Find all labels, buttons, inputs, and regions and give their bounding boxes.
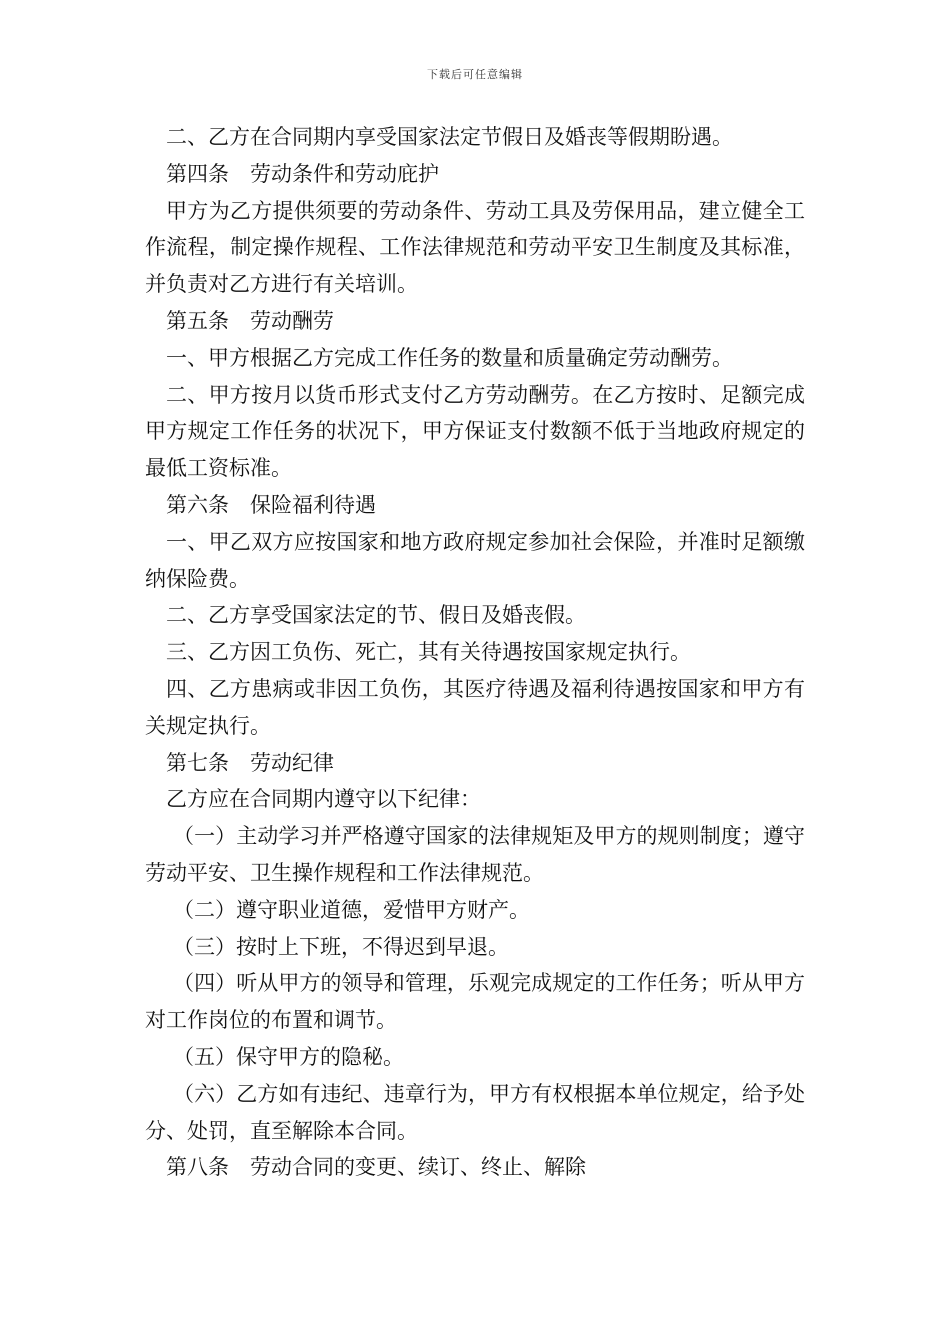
page-header-note: 下载后可任意编辑	[427, 68, 523, 81]
paragraph: （六）乙方如有违纪、违章行为，甲方有权根据本单位规定，给予处分、处罚，直至解除本合同。	[145, 1081, 805, 1143]
paragraph: 二、甲方按月以货币形式支付乙方劳动酬劳。在乙方按时、足额完成甲方规定工作任务的状况下，甲方保证支付数额不低于当地政府规定的最低工资标准。	[145, 382, 805, 481]
document-body	[145, 119, 805, 1186]
paragraph: 乙方应在合同期内遵守以下纪律：	[166, 787, 481, 812]
paragraph: 二、乙方在合同期内享受国家法定节假日及婚丧等假期盼遇。	[166, 125, 733, 149]
paragraph: 二、乙方享受国家法定的节、假日及婚丧假。	[166, 603, 586, 628]
paragraph: （二）遵守职业道德，爱惜甲方财产。	[173, 897, 530, 922]
article-heading: 第七条 劳动纪律	[166, 750, 334, 775]
paragraph: 一、甲乙双方应按国家和地方政府规定参加社会保险，并准时足额缴纳保险费。	[145, 529, 805, 591]
paragraph: 四、乙方患病或非因工负伤，其医疗待遇及福利待遇按国家和甲方有关规定执行。	[145, 676, 805, 738]
article-heading: 第八条 劳动合同的变更、续订、终止、解除	[166, 1155, 586, 1180]
paragraph: 一、甲方根据乙方完成工作任务的数量和质量确定劳动酬劳。	[166, 345, 733, 370]
paragraph: （五）保守甲方的隐秘。	[173, 1044, 404, 1069]
article-heading: 第六条 保险福利待遇	[166, 492, 376, 517]
article-heading: 第五条 劳动酬劳	[166, 308, 334, 333]
paragraph: （四）听从甲方的领导和管理，乐观完成规定的工作任务；听从甲方对工作岗位的布置和调节。	[145, 971, 805, 1033]
paragraph: 甲方为乙方提供须要的劳动条件、劳动工具及劳保用品，建立健全工作流程，制定操作规程、工作法律规范和劳动平安卫生制度及其标准，并负责对乙方进行有关培训。	[145, 198, 805, 297]
article-heading: 第四条 劳动条件和劳动庇护	[166, 161, 439, 186]
paragraph: 三、乙方因工负伤、死亡，其有关待遇按国家规定执行。	[166, 640, 691, 665]
paragraph: （一）主动学习并严格遵守国家的法律规矩及甲方的规则制度；遵守劳动平安、卫生操作规程和工作法律规范。	[145, 824, 805, 885]
paragraph: （三）按时上下班，不得迟到早退。	[173, 934, 509, 959]
